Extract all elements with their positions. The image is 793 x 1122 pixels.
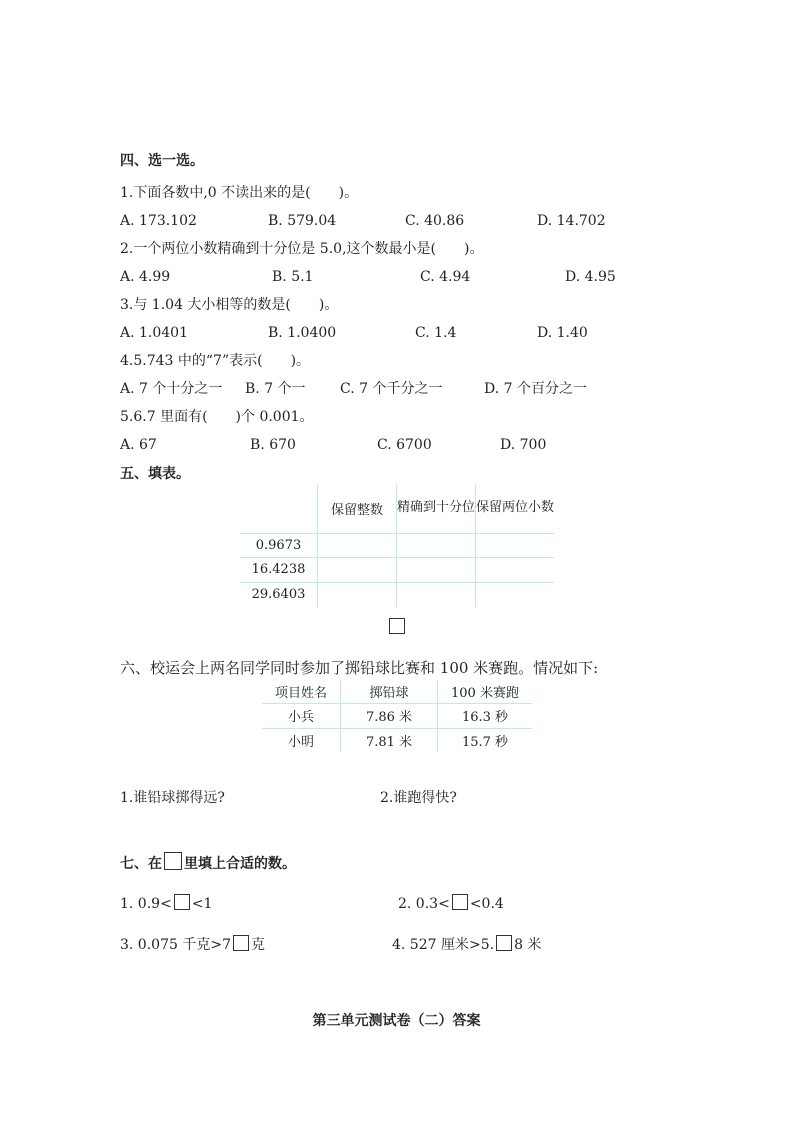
row-label: 29.6403 xyxy=(240,582,318,607)
sports-table: 项目姓名 掷铅球 100 米赛跑 小兵 7.86 米 16.3 秒 小明 7.81 米 15.7 秒 xyxy=(262,680,532,752)
option: D. 7 个百分之一 xyxy=(484,381,587,397)
option: B. 579.04 xyxy=(268,213,337,229)
answer-title: 第三单元测试卷（二）答案 xyxy=(312,1013,481,1029)
section-4-title: 四、选一选。 xyxy=(120,153,204,169)
option: C. 40.86 xyxy=(405,213,465,229)
option: A. 67 xyxy=(120,437,157,453)
option: B. 670 xyxy=(250,437,296,453)
section-7-title: 七、在 里填上合适的数。 xyxy=(120,852,296,873)
rounding-table xyxy=(240,484,554,607)
header-cell: 精确到十分位 xyxy=(397,484,476,533)
section-5-title: 五、填表。 xyxy=(120,466,190,482)
question: 4.5.743 中的“7”表示( )。 xyxy=(120,353,311,369)
option: B. 1.0400 xyxy=(268,325,337,341)
header-cell: 保留整数 xyxy=(318,484,397,533)
option: B. 5.1 xyxy=(272,269,314,285)
option: C. 4.94 xyxy=(420,269,471,285)
question: 1.谁铅球掷得远? xyxy=(120,790,225,806)
blank-box xyxy=(389,618,405,634)
option: A. 7 个十分之一 xyxy=(120,381,223,397)
question: 2.一个两位小数精确到十分位是 5.0,这个数最小是( )。 xyxy=(120,241,484,257)
option: A. 1.0401 xyxy=(120,325,188,341)
option: C. 6700 xyxy=(377,437,432,453)
fill-item: 2. 0.3< <0.4 xyxy=(398,896,504,912)
option: D. 14.702 xyxy=(537,213,606,229)
option: B. 7 个一 xyxy=(245,381,306,397)
option: C. 1.4 xyxy=(415,325,457,341)
option: D. 1.40 xyxy=(537,325,588,341)
option: D. 4.95 xyxy=(565,269,616,285)
question: 1.下面各数中,0 不读出来的是( )。 xyxy=(120,185,359,201)
section-6-title: 六、校运会上两名同学同时参加了掷铅球比赛和 100 米赛跑。情况如下: xyxy=(120,659,599,677)
fill-item: 4. 527 厘米>5. 8 米 xyxy=(392,937,542,953)
option: D. 700 xyxy=(500,437,547,453)
fill-item: 3. 0.075 千克>7 克 xyxy=(120,937,265,953)
question: 5.6.7 里面有( )个 0.001。 xyxy=(120,409,314,425)
header-cell: 保留两位小数 xyxy=(476,484,555,533)
row-label: 0.9673 xyxy=(240,533,318,557)
option: A. 173.102 xyxy=(120,213,197,229)
question: 3.与 1.04 大小相等的数是( )。 xyxy=(120,297,339,313)
fill-item: 1. 0.9< <1 xyxy=(120,896,213,912)
option: A. 4.99 xyxy=(120,269,171,285)
question: 2.谁跑得快? xyxy=(380,790,457,806)
row-label: 16.4238 xyxy=(240,557,318,582)
option: C. 7 个千分之一 xyxy=(340,381,443,397)
